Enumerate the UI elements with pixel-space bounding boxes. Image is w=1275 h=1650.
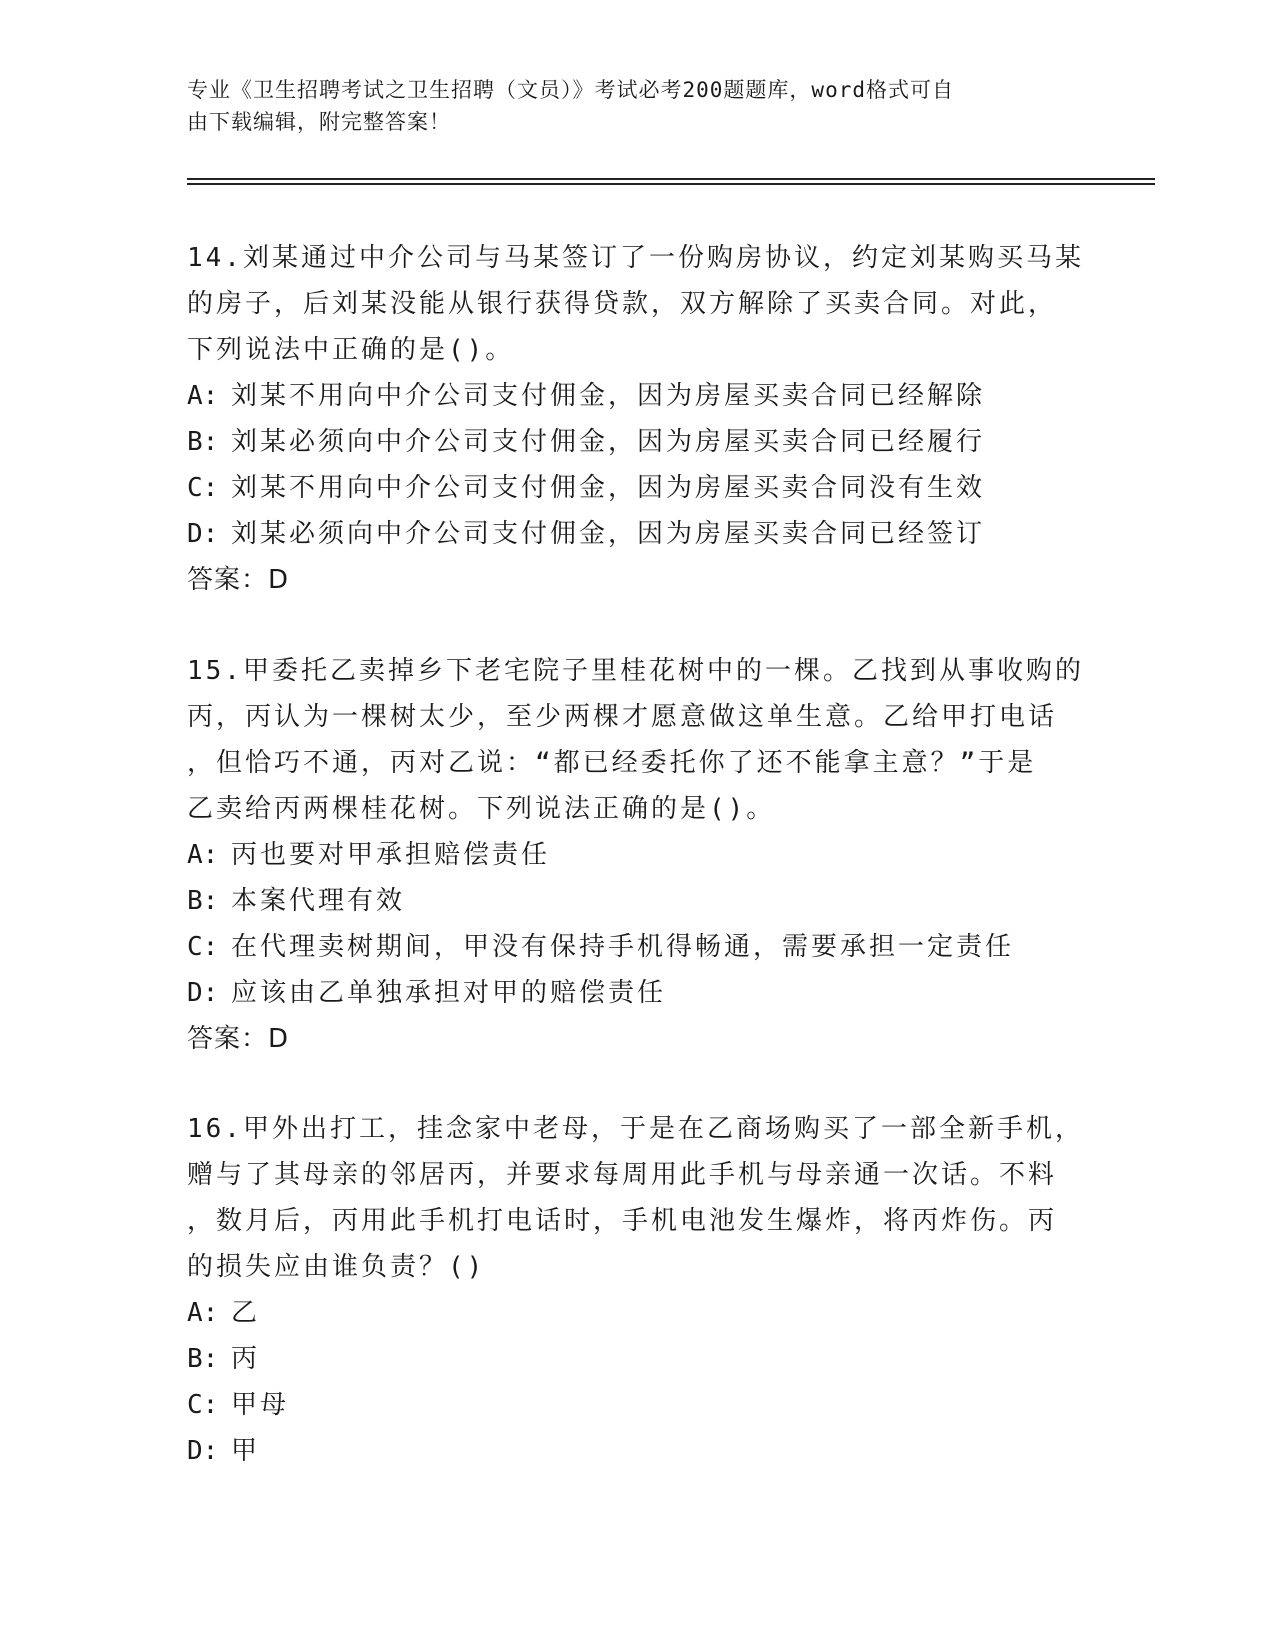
question-stem-line: ，但恰巧不通，丙对乙说：“都已经委托你了还不能拿主意？”于是 (187, 748, 1037, 778)
option-c (187, 1382, 1087, 1428)
option-text: 刘某必须向中介公司支付佣金，因为房屋买卖合同已经履行 (231, 427, 986, 457)
option-d (187, 511, 1087, 557)
option-letter: C: (187, 473, 219, 503)
question-stem-line: ，数月后，丙用此手机打电话时，手机电池发生爆炸，将丙炸伤。丙 (187, 1206, 1058, 1236)
question-stem-line: 的房子，后刘某没能从银行获得贷款，双方解除了买卖合同。对此， (187, 289, 1058, 319)
question-stem-line: 乙卖给丙两棵桂花树。下列说法正确的是()。 (187, 794, 776, 824)
answer-label: 答案：D (187, 1024, 290, 1054)
option-c (187, 465, 1087, 511)
header-divider-bottom (187, 183, 1155, 185)
option-letter: A: (187, 840, 219, 870)
header-line-2: 由下载编辑，附完整答案！ (187, 110, 451, 134)
option-text: 在代理卖树期间，甲没有保持手机得畅通，需要承担一定责任 (231, 932, 1015, 962)
option-letter: A: (187, 381, 219, 411)
option-letter: B: (187, 427, 219, 457)
option-a (187, 1290, 1087, 1336)
option-text: 刘某不用向中介公司支付佣金，因为房屋买卖合同没有生效 (231, 473, 986, 503)
option-text: 应该由乙单独承担对甲的赔偿责任 (231, 978, 667, 1008)
option-text: 甲 (231, 1436, 261, 1466)
option-text: 本案代理有效 (231, 886, 406, 916)
question-15 (187, 648, 1087, 1062)
option-letter: D: (187, 519, 219, 549)
option-text: 丙 (231, 1344, 261, 1374)
option-letter: C: (187, 1390, 219, 1420)
header-divider-top (187, 178, 1155, 180)
option-d (187, 970, 1087, 1016)
option-text: 刘某不用向中介公司支付佣金，因为房屋买卖合同已经解除 (231, 381, 986, 411)
option-a (187, 373, 1087, 419)
option-letter: D: (187, 1436, 219, 1466)
option-d (187, 1428, 1087, 1474)
question-stem-line: 丙，丙认为一棵树太少，至少两棵才愿意做这单生意。乙给甲打电话 (187, 702, 1058, 732)
option-text: 丙也要对甲承担赔偿责任 (231, 840, 551, 870)
option-b (187, 878, 1087, 924)
option-letter: B: (187, 886, 219, 916)
question-stem-line: 14.刘某通过中介公司与马某签订了一份购房协议，约定刘某购买马某 (187, 243, 1084, 273)
option-text: 刘某必须向中介公司支付佣金，因为房屋买卖合同已经签订 (231, 519, 986, 549)
header-line-1: 专业《卫生招聘考试之卫生招聘（文员）》考试必考200题题库，word格式可自 (187, 78, 954, 102)
document-header (187, 74, 1067, 138)
option-a (187, 832, 1087, 878)
option-text: 乙 (231, 1298, 261, 1328)
option-b (187, 419, 1087, 465)
option-letter: C: (187, 932, 219, 962)
question-stem-line: 15.甲委托乙卖掉乡下老宅院子里桂花树中的一棵。乙找到从事收购的 (187, 656, 1084, 686)
option-text: 甲母 (231, 1390, 290, 1420)
option-c (187, 924, 1087, 970)
question-16 (187, 1106, 1087, 1474)
question-stem-line: 下列说法中正确的是()。 (187, 335, 515, 365)
question-stem-line: 的损失应由谁负责？() (187, 1252, 486, 1282)
question-stem-line: 赠与了其母亲的邻居丙，并要求每周用此手机与母亲通一次话。不料 (187, 1160, 1058, 1190)
question-14 (187, 235, 1087, 603)
option-letter: A: (187, 1298, 219, 1328)
option-b (187, 1336, 1087, 1382)
answer-label: 答案：D (187, 565, 290, 595)
option-letter: D: (187, 978, 219, 1008)
question-stem-line: 16.甲外出打工，挂念家中老母，于是在乙商场购买了一部全新手机， (187, 1114, 1084, 1144)
option-letter: B: (187, 1344, 219, 1374)
